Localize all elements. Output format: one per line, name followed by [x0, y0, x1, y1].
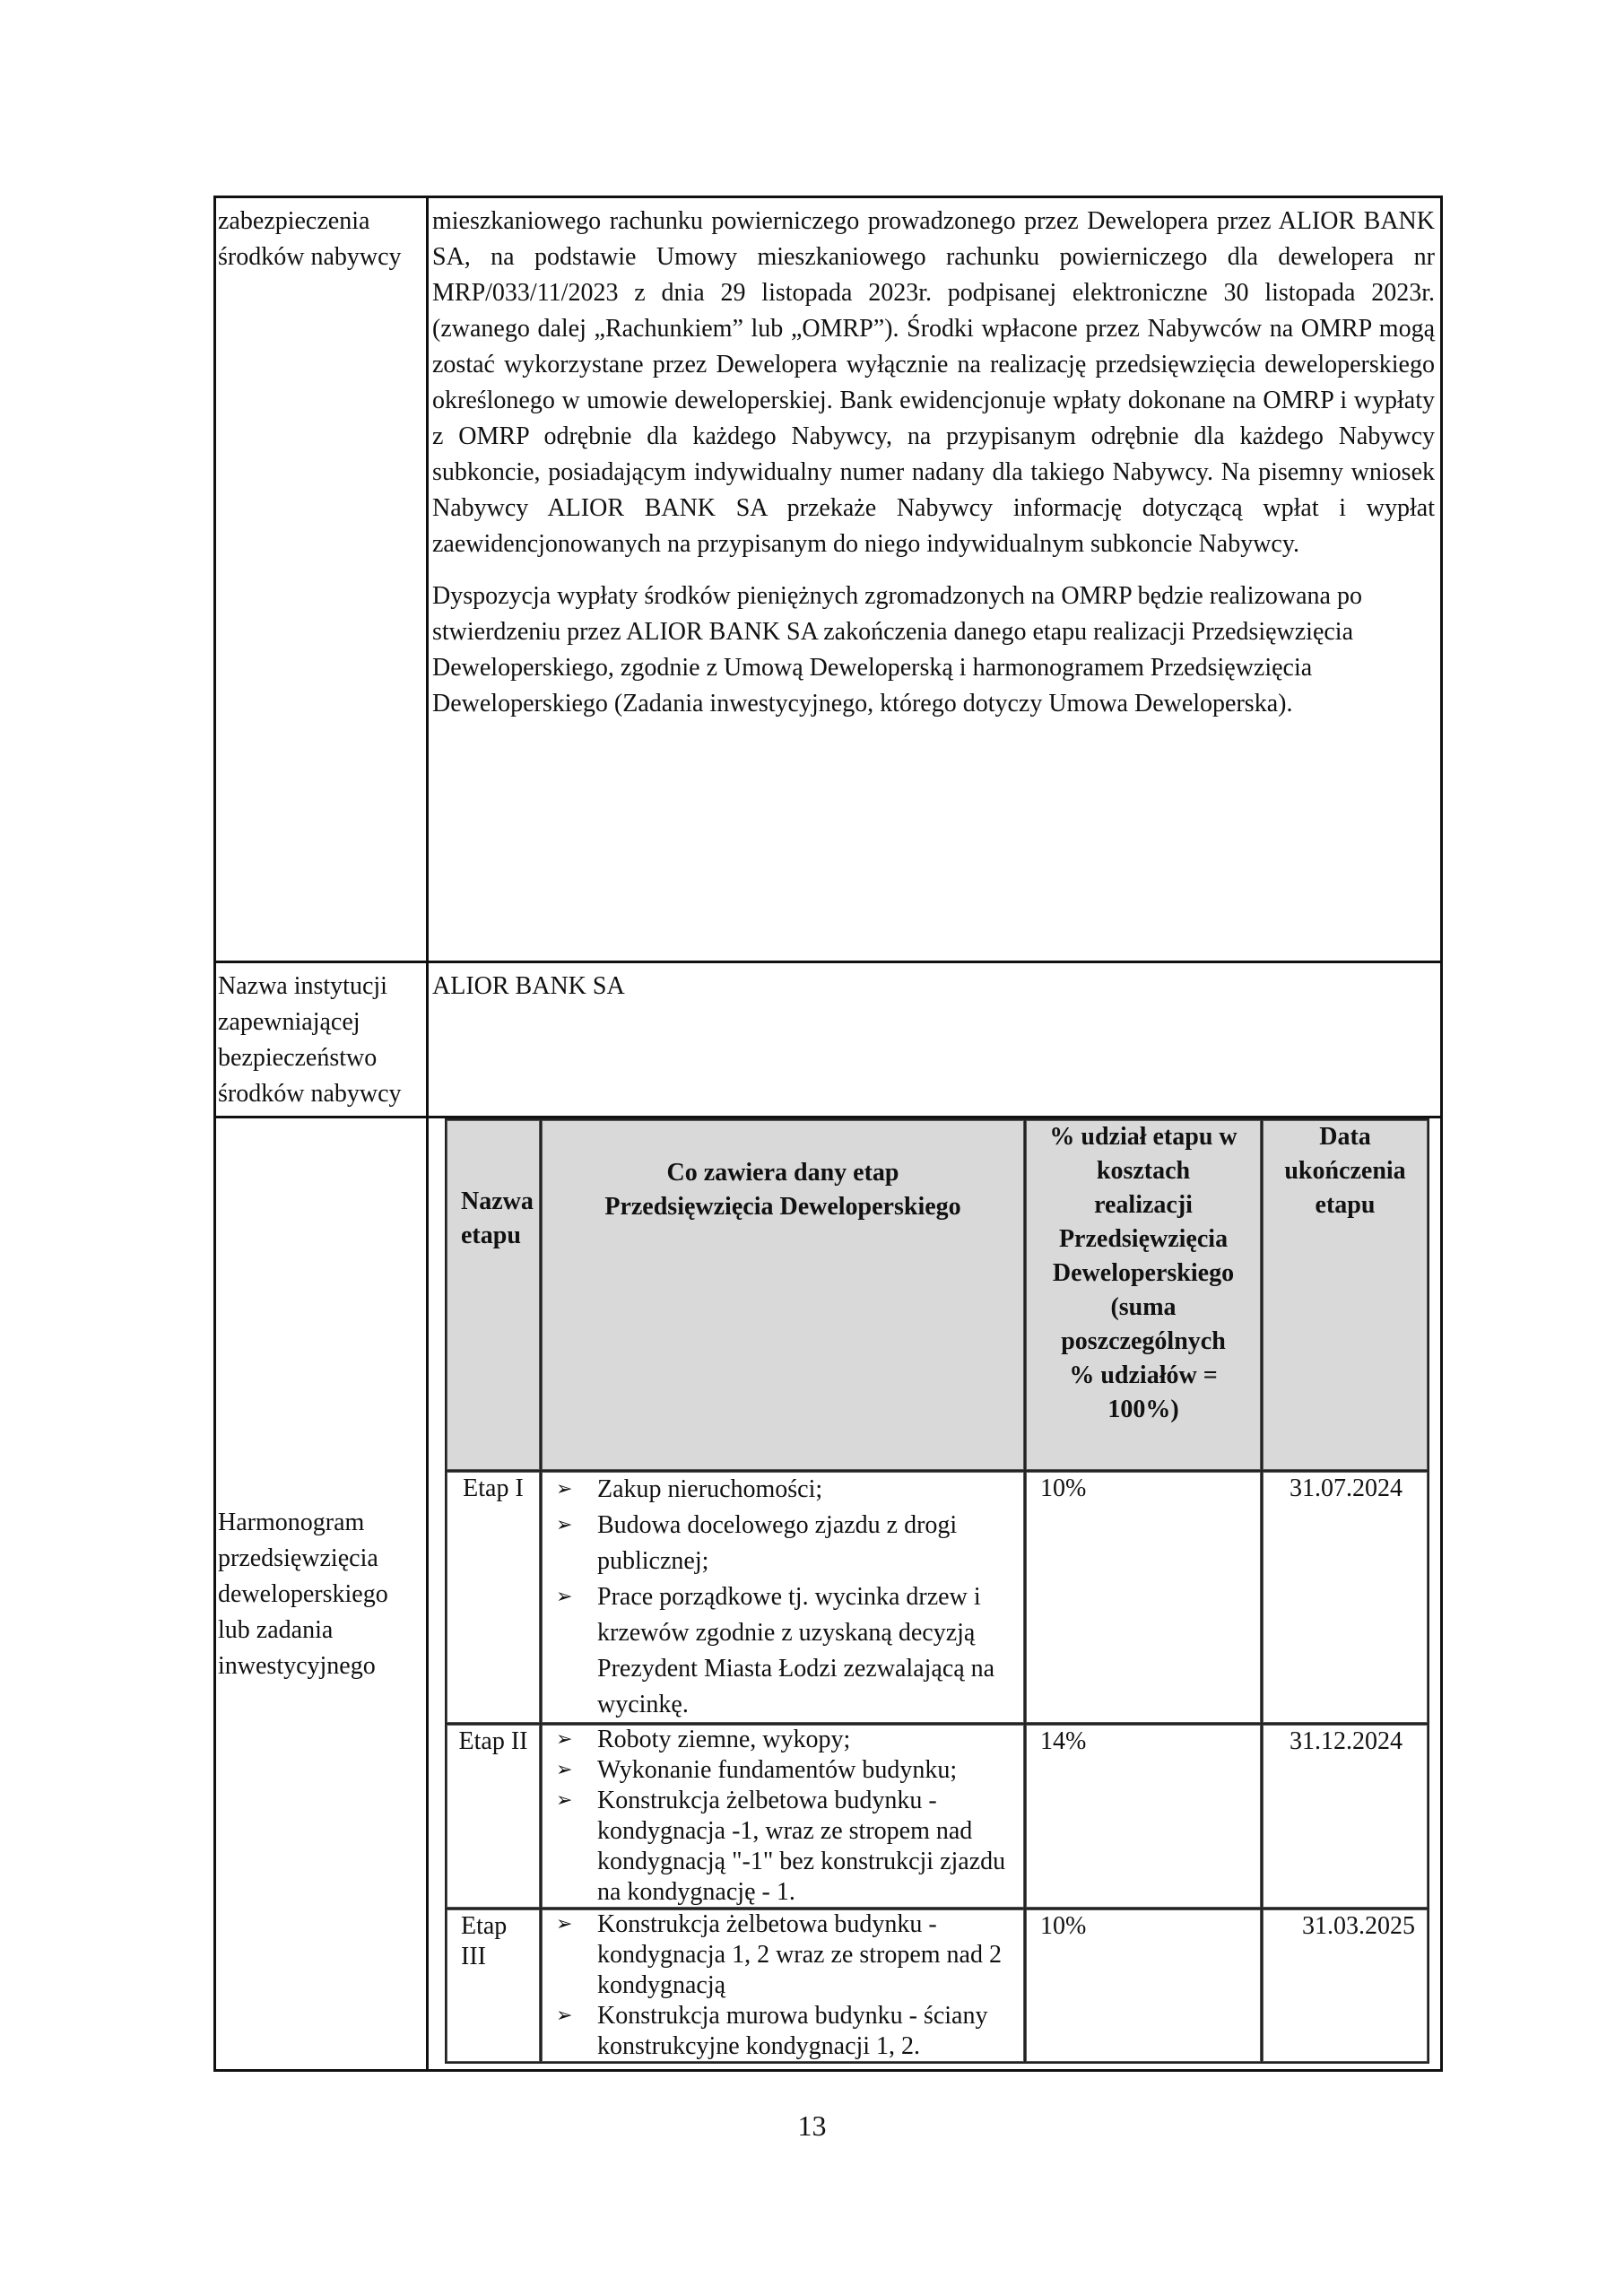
header-stage-contents-line1: Co zawiera dany etap: [666, 1159, 899, 1187]
security-label: zabezpieczenia środków nabywcy: [215, 197, 428, 962]
stage-name: Etap II: [446, 1724, 541, 1909]
schedule-label-text: Harmonogram przedsięwzięcia deweloperskiego lub zadania inwestycyjnego: [218, 1509, 388, 1680]
stage-share: 14%: [1025, 1724, 1262, 1909]
arrowhead-bullet-icon: ➢: [556, 1478, 573, 1500]
schedule-label: [215, 1118, 428, 2071]
stage-item: ➢ Roboty ziemne, wykopy;: [556, 1726, 851, 1753]
schedule-header-row: [446, 1119, 1429, 1471]
header-stage-contents-line2: Przedsięwzięcia Deweloperskiego: [604, 1193, 961, 1221]
arrowhead-bullet-icon: ➢: [556, 1759, 573, 1781]
institution-label: Nazwa instytucji zapewniającej bezpieczeństwo środków nabywcy: [215, 962, 428, 1118]
stage-share: 10%: [1025, 1909, 1262, 2063]
schedule-row: [215, 1118, 1442, 2071]
document-table: [213, 196, 1443, 2072]
stage-contents: [541, 1471, 1025, 1724]
arrowhead-bullet-icon: ➢: [556, 1789, 573, 1812]
arrowhead-bullet-icon: ➢: [556, 1913, 573, 1935]
institution-value: ALIOR BANK SA: [428, 962, 1442, 1118]
arrowhead-bullet-icon: ➢: [556, 1728, 573, 1751]
stage-name: Etap III: [446, 1909, 541, 2063]
arrowhead-bullet-icon: ➢: [556, 2005, 573, 2027]
stage-row-2: [446, 1724, 1429, 1909]
page-number: 13: [797, 2109, 827, 2142]
stage-contents: [541, 1909, 1025, 2063]
stage-completion-date: 31.12.2024: [1262, 1724, 1429, 1909]
stage-item: ➢ Prace porządkowe tj. wycinka drzew i krzewów zgodnie z uzyskaną decyzją Prezydent Miasta Łodzi zezwalającą na wycinkę.: [547, 1579, 1019, 1723]
stage-item: ➢ Budowa docelowego zjazdu z drogi publicznej;: [547, 1508, 1019, 1579]
stage-item: ➢ Wykonanie fundamentów budynku;: [556, 1756, 958, 1784]
schedule-table: [445, 1118, 1429, 2064]
security-content: [428, 197, 1442, 962]
stage-contents: [541, 1724, 1025, 1909]
stage-completion-date: 31.07.2024: [1262, 1471, 1429, 1724]
stage-share: 10%: [1025, 1471, 1262, 1724]
header-stage-share: % udział etapu w kosztach realizacji Przedsięwzięcia Deweloperskiego (suma poszczególnych % udziałów = 100%): [1025, 1119, 1262, 1471]
stage-name: Etap I: [446, 1471, 541, 1724]
stage-items: [547, 1472, 1019, 1723]
stage-item: ➢ Konstrukcja żelbetowa budynku - kondygnacja 1, 2 wraz ze stropem nad 2 kondygnacją: [556, 1910, 1002, 1999]
stage-items: [547, 1909, 1019, 2062]
stage-item: ➢ Konstrukcja murowa budynku - ściany konstrukcyjne kondygnacji 1, 2.: [556, 2002, 988, 2060]
header-stage-name: Nazwa etapu: [446, 1119, 541, 1471]
schedule-content: [428, 1118, 1442, 2071]
security-paragraph-2: Dyspozycja wypłaty środków pieniężnych zgromadzonych na OMRP będzie realizowana po stwierdzeniu przez ALIOR BANK SA zakończenia danego etapu realizacji Przedsięwzięcia Deweloperskiego, zgodnie z Umową Deweloperską i harmonogramem Przedsięwzięcia Deweloperskiego (Zadania inwestycyjnego, którego dotyczy Umowa Deweloperska).: [432, 582, 1362, 718]
arrowhead-bullet-icon: ➢: [556, 1514, 573, 1536]
institution-row: [215, 962, 1442, 1118]
security-row: [215, 197, 1442, 962]
stage-item: ➢ Konstrukcja żelbetowa budynku - kondygnacja -1, wraz ze stropem nad kondygnacją "-1" bez konstrukcji zjazdu na kondygnację - 1.: [556, 1787, 1006, 1906]
stage-completion-date: 31.03.2025: [1262, 1909, 1429, 2063]
stage-item: ➢ Zakup nieruchomości;: [547, 1472, 1019, 1508]
arrowhead-bullet-icon: ➢: [556, 1586, 573, 1608]
header-stage-completion-date: Data ukończenia etapu: [1262, 1119, 1429, 1471]
header-stage-contents: [541, 1119, 1025, 1471]
stage-row-3: [446, 1909, 1429, 2063]
security-paragraph-1: mieszkaniowego rachunku powierniczego prowadzonego przez Dewelopera przez ALIOR BANK SA, na podstawie Umowy mieszkaniowego rachunku powierniczego dla dewelopera nr MRP/033/11/2023 z dnia 29 listopada 2023r. podpisanej elektroniczne 30 listopada 2023r. (zwanego dalej „Rachunkiem” lub „OMRP”). Środki wpłacone przez Nabywców na OMRP mogą zostać wykorzystane przez Dewelopera wyłącznie na realizację przedsięwzięcia deweloperskiego określonego w umowie deweloperskiej. Bank ewidencjonuje wpłaty dokonane na OMRP i wypłaty z OMRP odrębnie dla każdego Nabywcy, na przypisanym odrębnie dla każdego Nabywcy subkoncie, posiadającym indywidualny numer nadany dla takiego Nabywcy. Na pisemny wniosek Nabywcy ALIOR BANK SA przekaże Nabywcy informację dotyczącą wpłat i wypłat zaewidencjonowanych na przypisanym do niego indywidualnym subkoncie Nabywcy.: [432, 207, 1435, 558]
stage-items: [547, 1725, 1019, 1908]
stage-row-1: [446, 1471, 1429, 1724]
